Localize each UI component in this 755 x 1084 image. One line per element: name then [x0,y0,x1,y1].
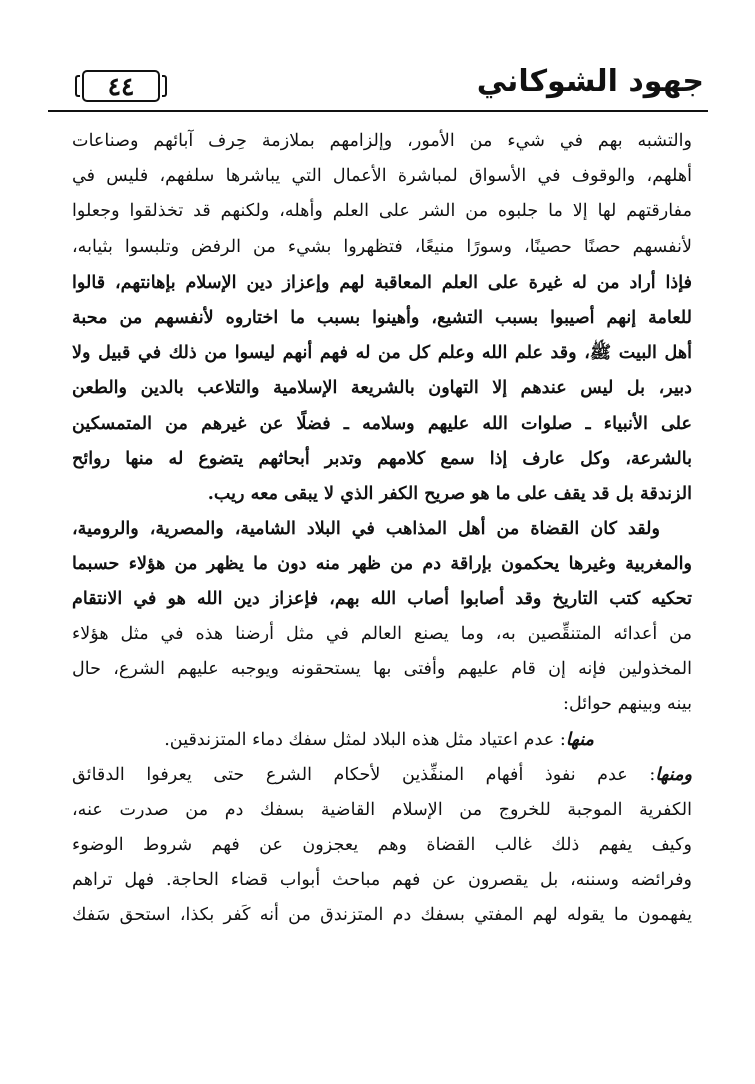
text-line: من أعدائه المتنقِّصين به، وما يصنع العالم في مثل أرضنا هذه في مثل هؤلاء [72,623,692,644]
paragraph-3 [72,511,692,722]
text-line [72,757,692,792]
page-header [48,62,708,114]
item-lead: ومنها [655,764,692,786]
paragraph-1 [72,124,692,265]
text-line: وفرائضه وسننه، بل يقصرون عن فهم مباحث أبواب قضاء الحاجة. فهل تراهم [72,869,692,890]
text-line: وكيف يفهم ذلك غالب القضاة وهم يعجزون عن فهم شروط الوضوء [72,834,692,855]
item-lead: منها [565,729,594,751]
page-number: ٤٤ [82,70,160,102]
text-line: الكفرية الموجبة للخروج من الإسلام القاضية بسفك دم من صدرت عنه، [72,799,692,820]
text-line: على الأنبياء ـ صلوات الله عليهم وسلامه ـ فضلًا عن غيرهم من المتمسكين [72,412,692,434]
text-line: فإذا أراد من له غيرة على العلم المعاقبة لهم وإعزاز دين الإسلام بإهانتهم، قالوا [72,271,692,293]
body-text [72,124,692,933]
paragraph-4 [72,722,692,757]
text-line: أهلهم، والوقوف في الأسواق لمباشرة الأعمال التي يباشرها سلفهم، فليس في [72,166,692,187]
text-line: دبير، بل ليس عندهم إلا التهاون بالشريعة الإسلامية والتلاعب بالدين والطعن [72,377,692,399]
text-line: أهل البيت ﷺ، وقد علم الله وعلم كل من له فهم أنهم ليسوا من ذلك في قبيل ولا [72,342,692,364]
text-line: تحكيه كتب التاريخ وقد أصابوا أصاب الله بهم، فإعزاز دين الله هو في الانتقام [72,588,692,610]
text-line: بالشرعة، وكل عارف إذا سمع كلامهم وتدبر أبحاثهم يتضوع له منها روائح [72,447,692,469]
running-title: جهود الشوكاني [476,64,704,99]
text-line: بينه وبينهم حوائل: [563,694,692,714]
text-line: والتشبه بهم في شيء من الأمور، وإلزامهم بملازمة حِرف آبائهم وصناعات [72,131,692,151]
text-line: مفارقتهم لها إلا ما جلبوه من الشر على العلم وأهله، ولكنهم قد تخذلقوا وجعلوا [72,201,692,222]
text-line: المخذولين فإنه إن قام عليهم وأفتى بها يستحقونه ويوجبه عليهم الشرع، حال [72,658,692,679]
paragraph-2 [72,265,692,511]
item-text: : عدم اعتياد مثل هذه البلاد لمثل سفك دماء المتزندقين. [164,730,566,751]
item-text: : عدم نفوذ أفهام المنفِّذين لأحكام الشرع حتى يعرفوا الدقائق [72,765,656,786]
text-line [72,722,692,757]
text-line: ولقد كان القضاة من أهل المذاهب في البلاد الشامية، والمصرية، والرومية، [72,518,660,540]
text-line: الزندقة بل قد يقف على ما هو صريح الكفر الذي لا يبقى معه ريب. [207,482,692,504]
text-line: والمغربية وغيرها يحكمون بإراقة دم من ظهر منه دون ما يظهر من هؤلاء حسبما [72,553,692,575]
header-rule [48,110,708,112]
text-line: يفهمون ما يقوله لهم المفتي بسفك دم المتزندق من أنه كَفر بكذا، استحق سَفك [72,905,692,926]
text-line: لأنفسهم حصنًا حصينًا، وسورًا منيعًا، فتظهروا بشيء من الرفض وتلبسوا بثيابه، [72,236,692,257]
text-line: للعامة إنهم أصيبوا بسبب التشيع، وأهينوا بسبب ما اختاروه لأنفسهم من محبة [72,306,692,328]
paragraph-5 [72,757,692,933]
